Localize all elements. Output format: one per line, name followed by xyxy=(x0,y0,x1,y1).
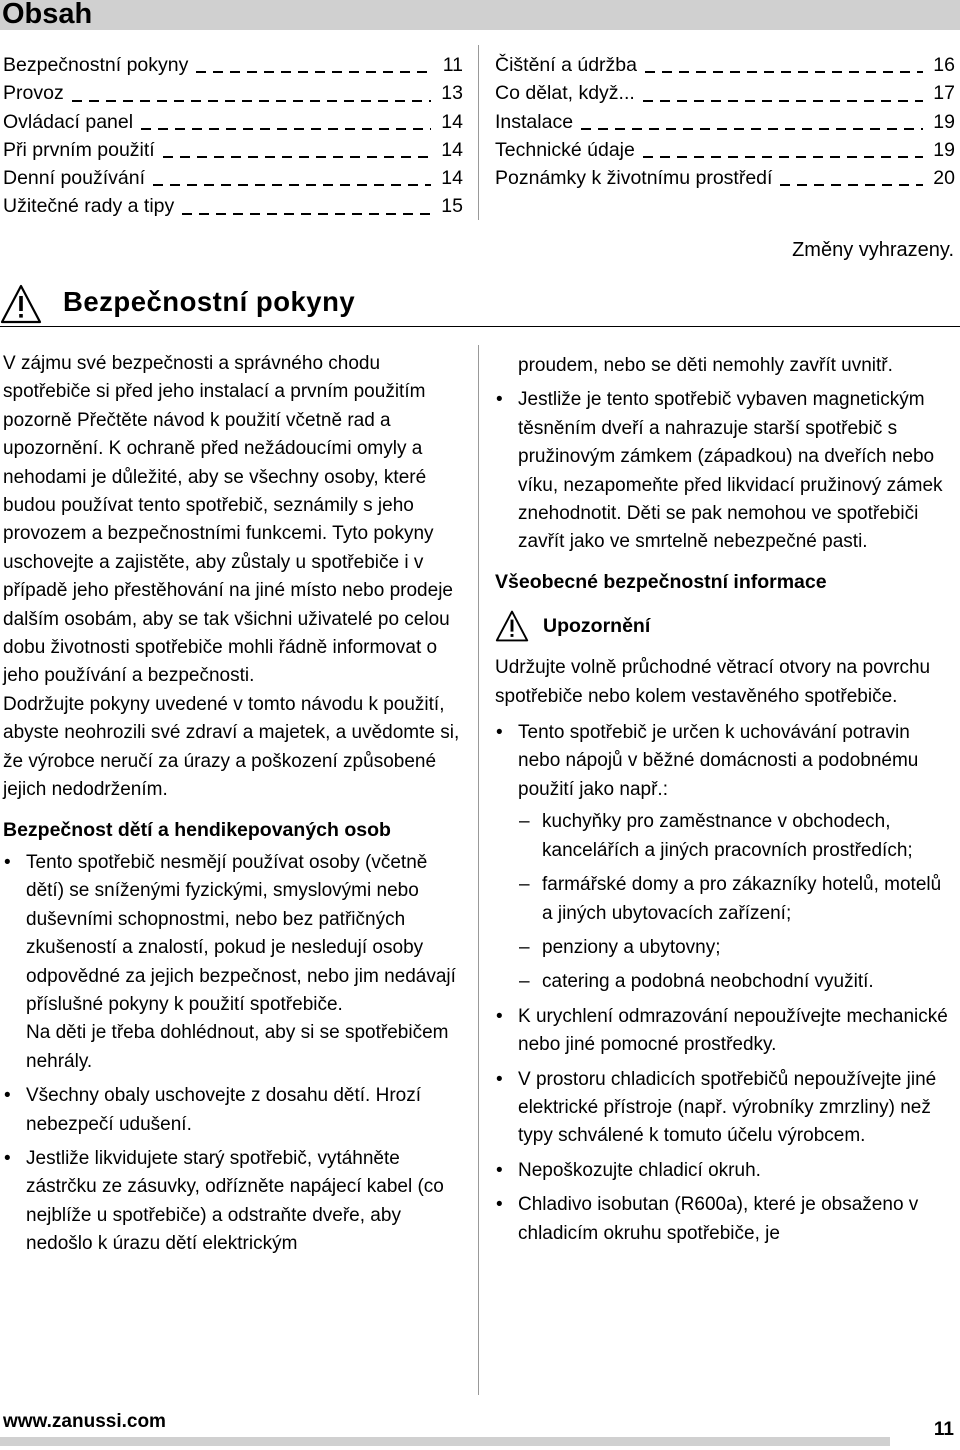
toc-left-column xyxy=(3,51,463,221)
safety-section-header xyxy=(0,282,960,328)
contents-header xyxy=(0,0,960,30)
toc-entry-label: Poznámky k životnímu prostředí xyxy=(495,167,773,190)
toc-entry-label: Při prvním použití xyxy=(3,138,155,161)
list-item xyxy=(3,1145,465,1259)
dash-item: – catering a podobná neobchodní využití. xyxy=(495,968,955,996)
continued-list xyxy=(495,352,955,380)
toc-entry[interactable] xyxy=(495,108,955,136)
toc-entry-label: Co dělat, když... xyxy=(495,82,635,105)
list-item-text: Chladivo isobutan (R600a), které je obsaženo v chladicím okruhu spotřebiče, je xyxy=(518,1194,919,1244)
list-item-text: Tento spotřebič nesmějí používat osoby (včetně dětí) se sníženými fyzickými, smyslovými nebo duševními schopnostmi, nebo bez patřičných zkušeností a znalostí, pokud je nesledují osoby odpovědné za jejich bezpečnost, nebo jim nedávají příslušné pokyny k použití spotřebiče. xyxy=(26,851,456,1015)
warning-callout xyxy=(495,606,955,646)
list-item xyxy=(495,1003,955,1060)
toc-divider xyxy=(478,45,479,220)
list-item xyxy=(495,719,955,997)
right-column xyxy=(495,352,955,1254)
toc-entry-page: 14 xyxy=(441,138,463,161)
list-item-continued xyxy=(495,352,955,380)
dash-item: – farmářské domy a pro zákazníky hotelů, motelů a jiných ubytovacích zařízení; xyxy=(495,871,955,928)
list-item-text: V prostoru chladicích spotřebičů nepoužívejte jiné elektrické přístroje (např. výrobníky zmrzliny) než typy schválené k tomuto účelu výrobcem. xyxy=(518,1068,937,1147)
column-divider xyxy=(478,345,479,1395)
dash-item: – kuchyňky pro zaměstnance v obchodech, kancelářích a jiných pracovních prostředích; xyxy=(495,808,955,865)
toc-entry-page: 19 xyxy=(933,138,955,161)
toc-leader xyxy=(780,184,923,186)
toc-entry[interactable] xyxy=(3,51,463,79)
toc-leader xyxy=(643,100,923,102)
intro-paragraph: V zájmu své bezpečnosti a správného chodu spotřebiče si před jeho instalací a prvním použitím pozorně Přečtěte návod k použití včetně rad a upozornění. K ochraně před nežádoucími omyly a nehodami je důležité, aby se všechny osoby, které budou používat tento spotřebič, seznámily s jeho provozem a bezpečnostními funkcemi. Tyto pokyny uschovejte a zajistěte, aby zůstaly u spotřebiče i v případě jeho přestěhování na jiné místo nebo prodeje dalším osobám, aby se tak všichni uživatelé po celou dobu životnosti spotřebiče mohli řádně informovat o jeho používání a bezpečnosti. xyxy=(3,353,453,687)
list-item-text: K urychlení odmrazování nepoužívejte mechanické nebo jiné pomocné prostředky. xyxy=(518,1005,948,1056)
contents-title: Obsah xyxy=(2,0,93,30)
list-item xyxy=(495,1157,955,1185)
footer-website-link[interactable]: www.zanussi.com xyxy=(3,1411,166,1432)
toc-entry-label: Užitečné rady a tipy xyxy=(3,195,175,218)
child-safety-list-cont xyxy=(495,386,955,556)
intro-paragraph-2: Dodržujte pokyny uvedené v tomto návodu k použití, abyste neohrozili své zdraví a majetek, a uvědomte si, že výrobce neručí za úrazy a poškození způsobené jejich nedodržením. xyxy=(3,693,460,801)
toc-leader xyxy=(72,100,432,102)
warning-triangle-icon xyxy=(0,284,42,324)
toc-right-column xyxy=(495,51,955,192)
page-number: 11 xyxy=(933,1419,954,1440)
toc-leader xyxy=(182,213,431,215)
toc-entry-label: Denní používání xyxy=(3,167,146,190)
list-item-text: Jestliže je tento spotřebič vybaven magnetickým těsněním dveří a nahrazuje starší spotřebič s pružinovým zámkem (západkou) na dveřích nebo víku, nezapomeňte před likvidací pružinový zámek znehodnotit. Děti se pak nemohou ve spotřebiči zavřít jako ve smrtelně nebezpečné pasti. xyxy=(518,389,943,553)
toc-entry-label: Provoz xyxy=(3,82,64,105)
warning-label: Upozornění xyxy=(543,615,651,638)
toc-entry-page: 19 xyxy=(933,110,955,133)
toc-entry[interactable] xyxy=(495,164,955,192)
list-item xyxy=(3,849,465,1076)
toc-entry-label: Technické údaje xyxy=(495,138,635,161)
toc-leader xyxy=(645,71,923,73)
left-column xyxy=(3,350,465,1265)
toc-leader xyxy=(153,184,431,186)
toc-leader xyxy=(141,128,431,130)
list-item-text: Všechny obaly uschovejte z dosahu dětí. Hrozí nebezpečí udušení. xyxy=(26,1085,422,1135)
toc-entry-page: 16 xyxy=(933,54,955,76)
usage-examples-list xyxy=(495,808,955,996)
toc-leader xyxy=(163,156,432,158)
list-item-text: Jestliže likvidujete starý spotřebič, vytáhněte zástrčku ze zásuvky, odřízněte napájecí kabel (co nejblíže u spotřebiče) a odstraňte dveře, aby nedošlo k úrazu dětí elektrickým xyxy=(26,1147,444,1255)
toc-leader xyxy=(643,156,923,158)
list-item-extra: Na děti je třeba dohlédnout, aby si se spotřebičem nehrály. xyxy=(26,1022,449,1072)
toc-entry-page: 11 xyxy=(442,54,463,76)
list-item xyxy=(3,1082,465,1139)
warning-text: Udržujte volně průchodné větrací otvory na povrchu spotřebiče nebo kolem vestavěného spotřebiče. xyxy=(495,657,931,707)
toc-entry[interactable] xyxy=(495,136,955,164)
toc-entry[interactable] xyxy=(3,136,463,164)
changes-reserved-note: Změny vyhrazeny. xyxy=(792,239,954,261)
toc-entry-label: Čištění a údržba xyxy=(495,54,637,76)
list-item xyxy=(495,1191,955,1248)
toc-entry-page: 20 xyxy=(933,167,955,190)
warning-triangle-icon xyxy=(495,610,529,642)
general-safety-heading: Všeobecné bezpečnostní informace xyxy=(495,570,827,593)
list-item-text: Nepoškozujte chladicí okruh. xyxy=(518,1159,761,1181)
toc-entry-page: 15 xyxy=(441,195,463,218)
toc-entry[interactable] xyxy=(3,108,463,136)
toc-entry-page: 14 xyxy=(441,110,463,133)
section-rule xyxy=(0,326,960,327)
toc-entry-label: Bezpečnostní pokyny xyxy=(3,54,189,76)
toc-entry[interactable] xyxy=(495,79,955,107)
dash-item: – penziony a ubytovny; xyxy=(495,934,955,962)
list-item-text: Tento spotřebič je určen k uchovávání potravin nebo nápojů v běžné domácnosti a podobnému použití jako např.: xyxy=(518,722,919,800)
toc-entry[interactable] xyxy=(3,192,463,220)
toc-entry-page: 13 xyxy=(441,82,463,105)
toc-leader xyxy=(581,128,923,130)
toc-entry[interactable] xyxy=(3,164,463,192)
toc-entry[interactable] xyxy=(495,51,955,79)
toc-entry-label: Ovládací panel xyxy=(3,110,134,133)
toc-entry-page: 14 xyxy=(441,167,463,190)
list-item xyxy=(495,386,955,556)
list-item-text: proudem, nebo se děti nemohly zavřít uvnitř. xyxy=(518,355,893,376)
toc-entry-page: 17 xyxy=(933,82,955,105)
children-safety-heading: Bezpečnost dětí a hendikepovaných osob xyxy=(3,818,391,841)
children-safety-list xyxy=(3,849,465,1259)
section-title: Bezpečnostní pokyny xyxy=(63,286,356,317)
general-safety-list xyxy=(495,719,955,1248)
toc-entry-label: Instalace xyxy=(495,110,574,133)
toc-leader xyxy=(196,71,432,73)
toc-entry[interactable] xyxy=(3,79,463,107)
footer-bar xyxy=(0,1437,890,1446)
list-item xyxy=(495,1066,955,1151)
